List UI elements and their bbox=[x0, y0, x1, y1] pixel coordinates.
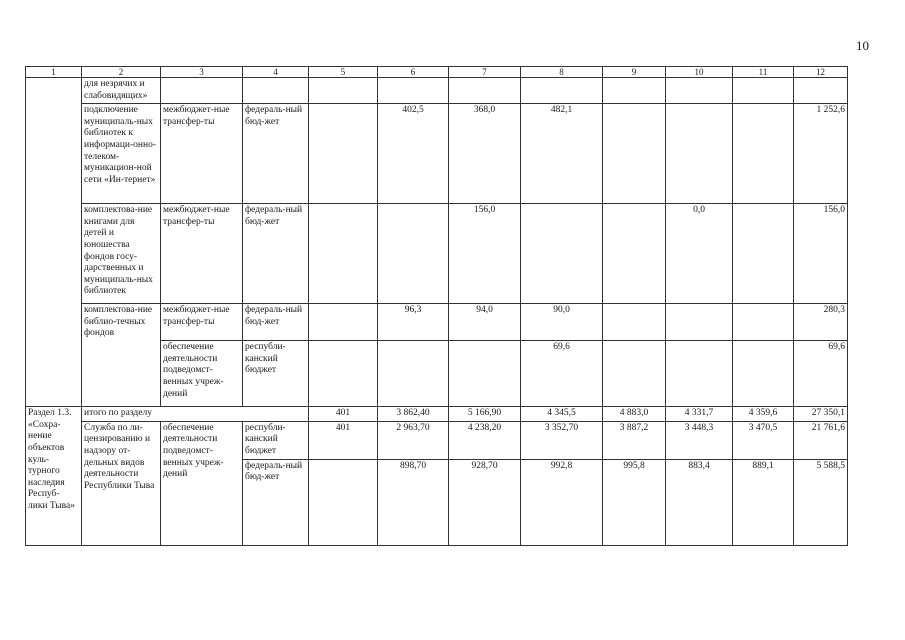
cell-expense-type: межбюджет-ные трансфер-ты bbox=[161, 104, 243, 204]
header-cell: 5 bbox=[309, 67, 378, 78]
cell-col8 bbox=[521, 78, 603, 104]
cell-col8: 4 345,5 bbox=[521, 407, 603, 422]
cell-col7: 156,0 bbox=[449, 204, 521, 304]
cell-col8 bbox=[521, 204, 603, 304]
cell-col8: 3 352,70 bbox=[521, 421, 603, 459]
cell-col6 bbox=[378, 204, 449, 304]
cell-col11: 4 359,6 bbox=[733, 407, 794, 422]
table-row bbox=[26, 78, 848, 104]
header-cell: 6 bbox=[378, 67, 449, 78]
cell-col5 bbox=[309, 78, 378, 104]
cell-col12: 280,3 bbox=[794, 304, 848, 341]
header-cell: 9 bbox=[603, 67, 666, 78]
header-cell: 11 bbox=[733, 67, 794, 78]
cell-col12: 1 252,6 bbox=[794, 104, 848, 204]
cell-col6: 3 862,40 bbox=[378, 407, 449, 422]
cell-col6 bbox=[378, 78, 449, 104]
cell-col11 bbox=[733, 204, 794, 304]
header-cell: 10 bbox=[666, 67, 733, 78]
cell-col9 bbox=[603, 204, 666, 304]
cell-agency: Служба по ли-цензированию и надзору от-дельных видов деятельности Республики Тыва bbox=[82, 421, 161, 545]
header-cell: 2 bbox=[82, 67, 161, 78]
cell-col7: 928,70 bbox=[449, 459, 521, 545]
table-row bbox=[26, 421, 848, 459]
cell-expense-type bbox=[161, 78, 243, 104]
cell-col9: 3 887,2 bbox=[603, 421, 666, 459]
cell-col5 bbox=[309, 204, 378, 304]
cell-col12: 156,0 bbox=[794, 204, 848, 304]
cell-col9: 4 883,0 bbox=[603, 407, 666, 422]
header-cell: 7 bbox=[449, 67, 521, 78]
cell-col12: 27 350,1 bbox=[794, 407, 848, 422]
cell-col5 bbox=[309, 304, 378, 341]
table-row bbox=[26, 204, 848, 304]
cell-col8: 90,0 bbox=[521, 304, 603, 341]
cell-col6: 402,5 bbox=[378, 104, 449, 204]
cell-expense-type: межбюджет-ные трансфер-ты bbox=[161, 304, 243, 341]
cell-col11 bbox=[733, 341, 794, 407]
header-cell: 1 bbox=[26, 67, 82, 78]
cell-col5: 401 bbox=[309, 407, 378, 422]
cell-col5 bbox=[309, 104, 378, 204]
cell-col6: 96,3 bbox=[378, 304, 449, 341]
cell-col9 bbox=[603, 104, 666, 204]
cell-col7: 94,0 bbox=[449, 304, 521, 341]
cell-col7 bbox=[449, 341, 521, 407]
cell-col9 bbox=[603, 78, 666, 104]
cell-source: республи-канский бюджет bbox=[243, 341, 309, 407]
cell-col10: 4 331,7 bbox=[666, 407, 733, 422]
cell-col6: 2 963,70 bbox=[378, 421, 449, 459]
cell-col11: 3 470,5 bbox=[733, 421, 794, 459]
table-row bbox=[26, 104, 848, 204]
cell-source: федераль-ный бюд-жет bbox=[243, 104, 309, 204]
cell-col10: 3 448,3 bbox=[666, 421, 733, 459]
cell-col11: 889,1 bbox=[733, 459, 794, 545]
cell-col8: 992,8 bbox=[521, 459, 603, 545]
cell-activity: комплектова-ние книгами для детей и юношества фондов госу-дарственных и муниципаль-ных библиотек bbox=[82, 204, 161, 304]
cell-col12 bbox=[794, 78, 848, 104]
cell-activity: для незрячих и слабовидящих» bbox=[82, 78, 161, 104]
budget-table bbox=[25, 66, 848, 546]
section-title-cell: Раздел 1.3. «Сохра-нение объектов куль-турного наследия Респуб-лики Тыва» bbox=[26, 407, 82, 545]
cell-col6: 898,70 bbox=[378, 459, 449, 545]
cell-col9: 995,8 bbox=[603, 459, 666, 545]
cell-col7: 4 238,20 bbox=[449, 421, 521, 459]
header-cell: 3 bbox=[161, 67, 243, 78]
page-number: 10 bbox=[856, 38, 869, 53]
cell-activity: подключение муниципаль-ных библиотек к информаци-онно-телеком-муникацион-ной сети «Ин-тернет» bbox=[82, 104, 161, 204]
cell-col7 bbox=[449, 78, 521, 104]
header-cell: 8 bbox=[521, 67, 603, 78]
header-cell: 12 bbox=[794, 67, 848, 78]
cell-col10 bbox=[666, 341, 733, 407]
cell-col11 bbox=[733, 104, 794, 204]
cell-expense-type: обеспечение деятельности подведомст-венных учреж-дений bbox=[161, 341, 243, 407]
cell-activity: комплектова-ние библио-течных фондов bbox=[82, 304, 161, 407]
cell-expense-type: обеспечение деятельности подведомст-венных учреж-дений bbox=[161, 421, 243, 545]
cell-col5 bbox=[309, 459, 378, 545]
cell-source: республи-канский бюджет bbox=[243, 421, 309, 459]
cell-col6 bbox=[378, 341, 449, 407]
cell-col10 bbox=[666, 304, 733, 341]
cell-col10: 0,0 bbox=[666, 204, 733, 304]
cell-col9 bbox=[603, 304, 666, 341]
cell-source bbox=[243, 78, 309, 104]
cell-col12: 69,6 bbox=[794, 341, 848, 407]
cell-col10 bbox=[666, 78, 733, 104]
cell-col5 bbox=[309, 341, 378, 407]
section-cell bbox=[26, 78, 82, 407]
cell-col7: 368,0 bbox=[449, 104, 521, 204]
cell-source: федераль-ный бюд-жет bbox=[243, 459, 309, 545]
cell-col11 bbox=[733, 304, 794, 341]
cell-col12: 5 588,5 bbox=[794, 459, 848, 545]
cell-col12: 21 761,6 bbox=[794, 421, 848, 459]
cell-col7: 5 166,90 bbox=[449, 407, 521, 422]
cell-col10 bbox=[666, 104, 733, 204]
cell-col8: 482,1 bbox=[521, 104, 603, 204]
cell-col9 bbox=[603, 341, 666, 407]
header-cell: 4 bbox=[243, 67, 309, 78]
cell-col8: 69,6 bbox=[521, 341, 603, 407]
cell-col10: 883,4 bbox=[666, 459, 733, 545]
cell-expense-type: межбюджет-ные трансфер-ты bbox=[161, 204, 243, 304]
cell-source: федераль-ный бюд-жет bbox=[243, 304, 309, 341]
table-row bbox=[26, 407, 848, 422]
cell-source: федераль-ный бюд-жет bbox=[243, 204, 309, 304]
cell-total-label: итого по разделу bbox=[82, 407, 309, 422]
table-row bbox=[26, 304, 848, 341]
cell-col5: 401 bbox=[309, 421, 378, 459]
column-number-row bbox=[26, 67, 848, 78]
cell-col11 bbox=[733, 78, 794, 104]
